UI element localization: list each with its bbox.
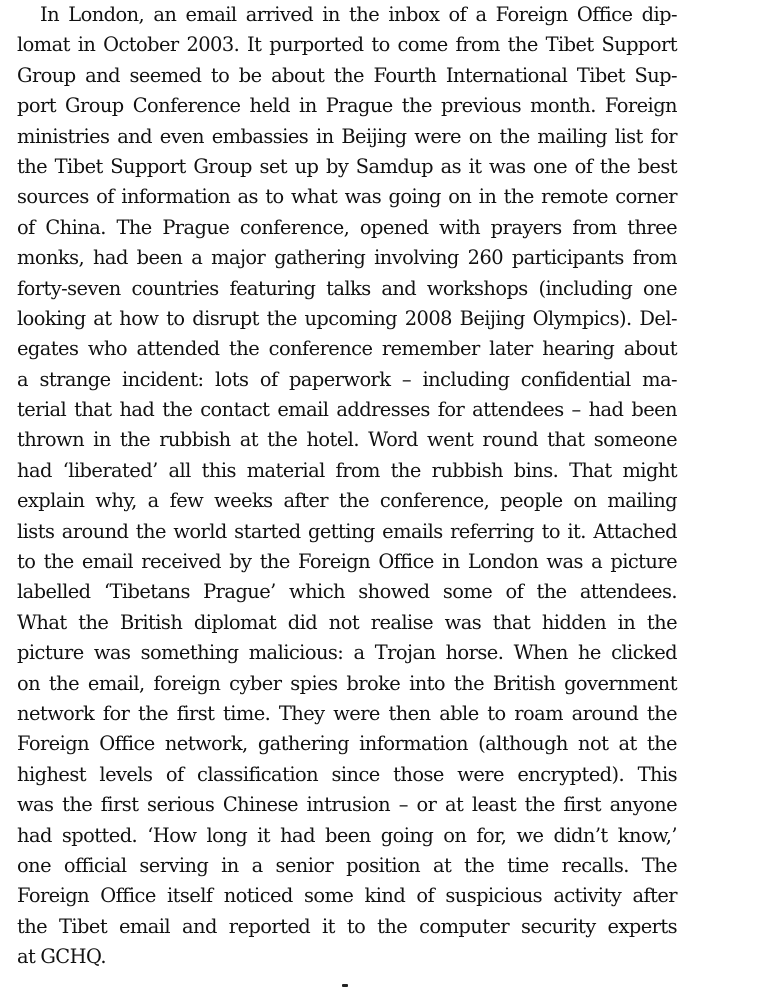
text-line: forty-seven countries featuring talks and workshops (including one [17,276,677,300]
text-line: Foreign Office network, gathering information (although not at the [17,732,677,756]
text-line: the Tibet Support Group set up by Samdup as it was one of the best [17,154,677,178]
book-page [17,0,677,973]
text-line: had spotted. ‘How long it had been going on for, we didn’t know,’ [17,823,677,847]
text-line: on the email, foreign cyber spies broke into the British government [17,671,677,695]
text-line: lists around the world started getting emails referring to it. Attached [17,519,677,543]
text-line: of China. The Prague conference, opened with prayers from three [17,215,677,239]
text-line: thrown in the rubbish at the hotel. Word went round that someone [17,428,677,452]
text-line: a strange incident: lots of paperwork – including confidential ma- [17,367,677,391]
text-line: picture was something malicious: a Trojan horse. When he clicked [17,641,677,665]
text-line: explain why, a few weeks after the conference, people on mailing [17,489,677,513]
text-line: at GCHQ. [17,945,106,969]
text-line: In London, an email arrived in the inbox of a Foreign Office dip- [40,3,677,26]
text-line: looking at how to disrupt the upcoming 2008 Beijing Olympics). Del- [17,306,677,330]
text-line: monks, had been a major gathering involving 260 participants from [17,246,677,270]
text-line: had ‘liberated’ all this material from the rubbish bins. That might [17,458,677,482]
text-line: network for the first time. They were then able to roam around the [17,701,677,725]
text-line: egates who attended the conference remember later hearing about [17,337,677,361]
text-line: ministries and even embassies in Beijing were on the mailing list for [17,124,677,148]
text-line: What the British diplomat did not realise was that hidden in the [17,610,677,634]
text-line: the Tibet email and reported it to the computer security experts [17,914,677,938]
text-line: to the email received by the Foreign Office in London was a picture [17,550,677,574]
text-line: was the first serious Chinese intrusion – or at least the first anyone [17,793,677,817]
text-line: highest levels of classification since those were encrypted). This [17,762,677,786]
text-line: lomat in October 2003. It purported to come from the Tibet Support [17,33,677,57]
section-break-mark [342,984,348,987]
text-line: Group and seemed to be about the Fourth International Tibet Sup- [17,63,677,87]
text-line: Foreign Office itself noticed some kind of suspicious activity after [17,884,677,908]
text-line: labelled ‘Tibetans Prague’ which showed some of the attendees. [17,580,677,604]
text-line: terial that had the contact email addresses for attendees – had been [17,398,677,422]
text-line: port Group Conference held in Prague the previous month. Foreign [17,94,677,118]
text-line: one official serving in a senior position at the time recalls. The [17,853,677,877]
text-line: sources of information as to what was going on in the remote corner [17,185,677,209]
